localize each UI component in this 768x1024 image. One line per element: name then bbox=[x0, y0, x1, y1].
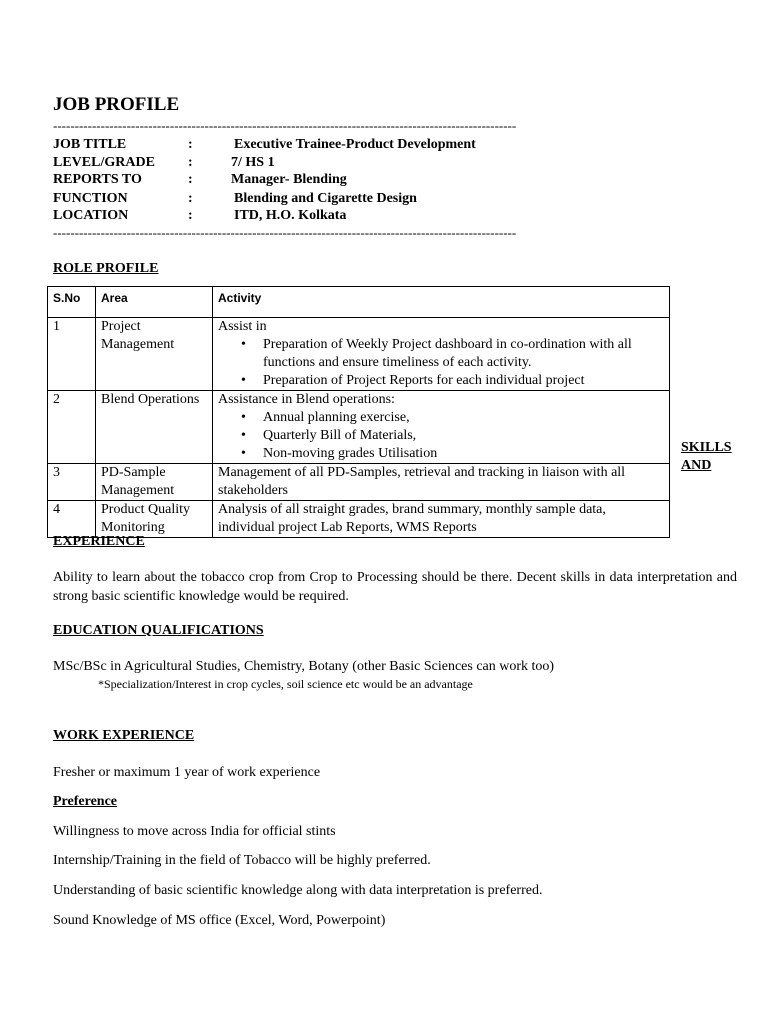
field-label: FUNCTION bbox=[53, 191, 128, 206]
preference-heading: Preference bbox=[53, 794, 117, 809]
divider-top: ----------------------------------------------------------------------------------------------------------- bbox=[53, 118, 517, 133]
page-title: JOB PROFILE bbox=[53, 94, 180, 115]
list-item: • Non-moving grades Utilisation bbox=[263, 445, 664, 463]
cell-activity: Management of all PD-Samples, retrieval and tracking in liaison with all stakeholders bbox=[213, 464, 670, 501]
preference-item: Willingness to move across India for official stints bbox=[53, 824, 336, 839]
column-header-sno: S.No bbox=[48, 287, 96, 318]
skills-heading-line: SKILLS bbox=[681, 440, 732, 455]
cell-area: Project Management bbox=[96, 318, 213, 391]
experience-heading: EXPERIENCE bbox=[53, 534, 145, 549]
list-item: • Preparation of Weekly Project dashboard in co-ordination with all functions and ensure timeliness of each activity. bbox=[263, 336, 664, 372]
header-field-job-title bbox=[53, 136, 653, 154]
skills-heading bbox=[681, 439, 732, 475]
table-header-row bbox=[48, 287, 670, 318]
table-row bbox=[48, 391, 670, 464]
preference-item: Understanding of basic scientific knowledge along with data interpretation is preferred. bbox=[53, 883, 543, 898]
field-label: REPORTS TO bbox=[53, 172, 142, 187]
field-label: LEVEL/GRADE bbox=[53, 155, 155, 170]
cell-area: Product Quality Monitoring bbox=[96, 501, 213, 538]
field-label: JOB TITLE bbox=[53, 137, 127, 152]
list-item: • Annual planning exercise, bbox=[263, 409, 664, 427]
role-profile-table bbox=[47, 286, 670, 538]
activity-intro: Assist in bbox=[218, 319, 267, 334]
cell-activity bbox=[213, 391, 670, 464]
column-header-activity: Activity bbox=[213, 287, 670, 318]
field-value: Executive Trainee-Product Development bbox=[234, 137, 476, 152]
experience-text: Ability to learn about the tobacco crop from Crop to Processing should be there. Decent skills in data interpretation and strong basic scientific knowledge would be required. bbox=[53, 570, 737, 604]
work-experience-text: Fresher or maximum 1 year of work experience bbox=[53, 765, 321, 780]
field-colon: : bbox=[188, 191, 193, 206]
field-colon: : bbox=[188, 137, 193, 152]
cell-sno: 2 bbox=[48, 391, 96, 464]
field-value: Manager- Blending bbox=[231, 172, 347, 187]
field-value: ITD, H.O. Kolkata bbox=[234, 208, 347, 223]
field-label: LOCATION bbox=[53, 208, 129, 223]
preference-item: Sound Knowledge of MS office (Excel, Word, Powerpoint) bbox=[53, 913, 386, 928]
cell-sno: 3 bbox=[48, 464, 96, 501]
cell-area: Blend Operations bbox=[96, 391, 213, 464]
cell-activity bbox=[213, 318, 670, 391]
cell-sno: 4 bbox=[48, 501, 96, 538]
cell-area: PD-Sample Management bbox=[96, 464, 213, 501]
preference-item: Internship/Training in the field of Tobacco will be highly preferred. bbox=[53, 853, 431, 868]
cell-sno: 1 bbox=[48, 318, 96, 391]
column-header-area: Area bbox=[96, 287, 213, 318]
table-row bbox=[48, 318, 670, 391]
education-heading: EDUCATION QUALIFICATIONS bbox=[53, 623, 264, 638]
list-item: • Preparation of Project Reports for each individual project bbox=[263, 372, 664, 390]
field-value: Blending and Cigarette Design bbox=[234, 191, 417, 206]
activity-bullets bbox=[218, 336, 664, 390]
field-colon: : bbox=[188, 208, 193, 223]
header-field-level-grade bbox=[53, 154, 653, 172]
header-field-function bbox=[53, 190, 653, 208]
divider-bottom: ----------------------------------------------------------------------------------------------------------- bbox=[53, 225, 517, 240]
role-profile-heading: ROLE PROFILE bbox=[53, 261, 159, 276]
education-note: *Specialization/Interest in crop cycles, soil science etc would be an advantage bbox=[98, 677, 473, 691]
work-experience-heading: WORK EXPERIENCE bbox=[53, 728, 195, 743]
cell-activity: Analysis of all straight grades, brand summary, monthly sample data, individual project Lab Reports, WMS Reports bbox=[213, 501, 670, 538]
field-colon: : bbox=[188, 172, 193, 187]
activity-intro: Assistance in Blend operations: bbox=[218, 392, 395, 407]
activity-bullets bbox=[218, 409, 664, 463]
table-row bbox=[48, 501, 670, 538]
header-field-location bbox=[53, 207, 653, 225]
education-text: MSc/BSc in Agricultural Studies, Chemistry, Botany (other Basic Sciences can work too) bbox=[53, 659, 555, 674]
field-value: 7/ HS 1 bbox=[231, 155, 275, 170]
table-row bbox=[48, 464, 670, 501]
skills-heading-line: AND bbox=[681, 458, 712, 473]
list-item: • Quarterly Bill of Materials, bbox=[263, 427, 664, 445]
header-field-reports-to bbox=[53, 171, 653, 189]
field-colon: : bbox=[188, 155, 193, 170]
